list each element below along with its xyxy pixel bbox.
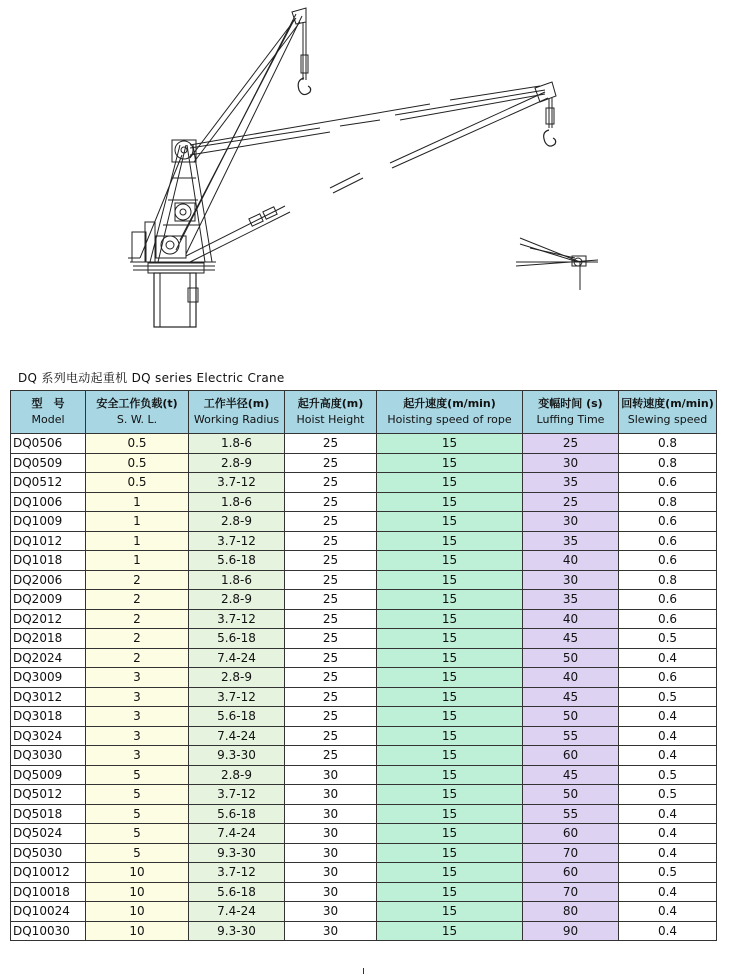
table-row [11,492,717,512]
swl-cell: 0.5 [86,434,189,454]
hoisting-speed-cell: 15 [377,512,523,532]
hoisting-speed-cell: 15 [377,434,523,454]
table-row [11,551,717,571]
page-mark [363,968,364,974]
luffing-time-cell: 55 [523,804,619,824]
slewing-speed-cell: 0.6 [619,609,717,629]
jib-tip-detail [516,238,598,290]
swl-cell: 5 [86,843,189,863]
model-cell: DQ3024 [11,726,86,746]
working-radius-cell: 7.4-24 [189,824,285,844]
working-radius-cell: 7.4-24 [189,902,285,922]
luffing-time-cell: 55 [523,726,619,746]
table-row [11,668,717,688]
table-row [11,746,717,766]
hoisting-speed-cell: 15 [377,882,523,902]
crane-jib-extended [186,82,556,262]
swl-cell: 1 [86,551,189,571]
table-row [11,785,717,805]
slewing-speed-cell: 0.4 [619,882,717,902]
table-row [11,629,717,649]
hoist-height-cell: 25 [285,687,377,707]
luffing-time-cell: 30 [523,512,619,532]
swl-cell: 3 [86,746,189,766]
crane-machinery [128,203,216,262]
crane-spec-table [10,390,717,941]
hoist-height-cell: 30 [285,765,377,785]
model-cell: DQ10018 [11,882,86,902]
table-row [11,804,717,824]
header-slewing-speed: 回转速度(m/min) Slewing speed [619,391,717,434]
swl-cell: 3 [86,726,189,746]
working-radius-cell: 2.8-9 [189,765,285,785]
luffing-time-cell: 35 [523,531,619,551]
model-cell: DQ3018 [11,707,86,727]
luffing-time-cell: 50 [523,648,619,668]
model-cell: DQ3009 [11,668,86,688]
model-cell: DQ1012 [11,531,86,551]
model-cell: DQ0509 [11,453,86,473]
header-working-radius: 工作半径(m) Working Radius [189,391,285,434]
model-cell: DQ1018 [11,551,86,571]
hoist-height-cell: 25 [285,707,377,727]
model-cell: DQ2006 [11,570,86,590]
crane-pedestal [133,263,215,327]
model-cell: DQ2018 [11,629,86,649]
model-cell: DQ5030 [11,843,86,863]
hoist-height-cell: 30 [285,882,377,902]
slewing-speed-cell: 0.6 [619,473,717,493]
swl-cell: 10 [86,902,189,922]
swl-cell: 0.5 [86,473,189,493]
luffing-time-cell: 30 [523,453,619,473]
working-radius-cell: 3.7-12 [189,531,285,551]
hoisting-speed-cell: 15 [377,629,523,649]
swl-cell: 3 [86,707,189,727]
swl-cell: 2 [86,629,189,649]
hoisting-speed-cell: 15 [377,824,523,844]
swl-cell: 0.5 [86,453,189,473]
table-row [11,590,717,610]
working-radius-cell: 2.8-9 [189,668,285,688]
hoisting-speed-cell: 15 [377,707,523,727]
hoist-height-cell: 30 [285,804,377,824]
slewing-speed-cell: 0.8 [619,434,717,454]
table-row [11,726,717,746]
working-radius-cell: 5.6-18 [189,707,285,727]
swl-cell: 10 [86,863,189,883]
hoist-height-cell: 30 [285,902,377,922]
swl-cell: 2 [86,609,189,629]
table-row [11,707,717,727]
hoist-height-cell: 25 [285,473,377,493]
slewing-speed-cell: 0.4 [619,824,717,844]
header-swl: 安全工作负载(t) S. W. L. [86,391,189,434]
hoist-height-cell: 25 [285,512,377,532]
hoisting-speed-cell: 15 [377,590,523,610]
slewing-speed-cell: 0.5 [619,629,717,649]
working-radius-cell: 5.6-18 [189,551,285,571]
swl-cell: 5 [86,824,189,844]
table-caption: DQ 系列电动起重机 DQ series Electric Crane [18,371,285,385]
hoist-height-cell: 25 [285,434,377,454]
luffing-time-cell: 70 [523,882,619,902]
slewing-speed-cell: 0.5 [619,765,717,785]
table-row [11,434,717,454]
luffing-time-cell: 70 [523,843,619,863]
swl-cell: 2 [86,590,189,610]
hoist-height-cell: 25 [285,629,377,649]
working-radius-cell: 1.8-6 [189,570,285,590]
hoist-height-cell: 30 [285,921,377,941]
slewing-speed-cell: 0.8 [619,492,717,512]
hoist-height-cell: 25 [285,726,377,746]
model-cell: DQ5009 [11,765,86,785]
model-cell: DQ0512 [11,473,86,493]
model-cell: DQ5018 [11,804,86,824]
luffing-time-cell: 45 [523,629,619,649]
slewing-speed-cell: 0.8 [619,453,717,473]
table-body [11,434,717,941]
table-row [11,512,717,532]
table-row [11,687,717,707]
hoisting-speed-cell: 15 [377,453,523,473]
hoisting-speed-cell: 15 [377,648,523,668]
working-radius-cell: 5.6-18 [189,804,285,824]
slewing-speed-cell: 0.4 [619,648,717,668]
slewing-speed-cell: 0.6 [619,531,717,551]
hoist-height-cell: 25 [285,492,377,512]
model-cell: DQ10012 [11,863,86,883]
working-radius-cell: 1.8-6 [189,434,285,454]
working-radius-cell: 9.3-30 [189,921,285,941]
luffing-time-cell: 80 [523,902,619,922]
hoisting-speed-cell: 15 [377,551,523,571]
luffing-time-cell: 25 [523,434,619,454]
hoisting-speed-cell: 15 [377,804,523,824]
working-radius-cell: 3.7-12 [189,863,285,883]
luffing-time-cell: 60 [523,863,619,883]
hoist-height-cell: 25 [285,570,377,590]
table-row [11,882,717,902]
swl-cell: 2 [86,570,189,590]
model-cell: DQ5024 [11,824,86,844]
header-hoist-height: 起升高度(m) Hoist Height [285,391,377,434]
hoist-height-cell: 30 [285,863,377,883]
table-row [11,824,717,844]
table-row [11,863,717,883]
swl-cell: 10 [86,882,189,902]
model-cell: DQ2024 [11,648,86,668]
model-cell: DQ2009 [11,590,86,610]
slewing-speed-cell: 0.4 [619,921,717,941]
table-row [11,843,717,863]
table-row [11,473,717,493]
table-row [11,453,717,473]
swl-cell: 1 [86,512,189,532]
swl-cell: 2 [86,648,189,668]
swl-cell: 5 [86,765,189,785]
swl-cell: 5 [86,785,189,805]
luffing-time-cell: 45 [523,765,619,785]
slewing-speed-cell: 0.4 [619,843,717,863]
model-cell: DQ10030 [11,921,86,941]
slewing-speed-cell: 0.4 [619,726,717,746]
hoist-height-cell: 30 [285,785,377,805]
swl-cell: 5 [86,804,189,824]
header-hoisting-speed: 起升速度(m/min) Hoisting speed of rope [377,391,523,434]
luffing-time-cell: 35 [523,590,619,610]
swl-cell: 1 [86,531,189,551]
hoisting-speed-cell: 15 [377,726,523,746]
table-row [11,902,717,922]
hoist-height-cell: 25 [285,551,377,571]
luffing-time-cell: 30 [523,570,619,590]
hoist-height-cell: 30 [285,843,377,863]
hoisting-speed-cell: 15 [377,570,523,590]
slewing-speed-cell: 0.6 [619,590,717,610]
luffing-time-cell: 60 [523,824,619,844]
luffing-time-cell: 40 [523,609,619,629]
swl-cell: 3 [86,687,189,707]
working-radius-cell: 2.8-9 [189,590,285,610]
working-radius-cell: 5.6-18 [189,629,285,649]
hoisting-speed-cell: 15 [377,843,523,863]
slewing-speed-cell: 0.5 [619,687,717,707]
crane-drawing [0,0,730,340]
swl-cell: 3 [86,668,189,688]
working-radius-cell: 7.4-24 [189,648,285,668]
hoisting-speed-cell: 15 [377,531,523,551]
model-cell: DQ5012 [11,785,86,805]
model-cell: DQ3012 [11,687,86,707]
model-cell: DQ10024 [11,902,86,922]
hoisting-speed-cell: 15 [377,863,523,883]
working-radius-cell: 9.3-30 [189,843,285,863]
hoisting-speed-cell: 15 [377,492,523,512]
crane-jib-raised [176,8,311,254]
hoisting-speed-cell: 15 [377,902,523,922]
slewing-speed-cell: 0.5 [619,785,717,805]
slewing-speed-cell: 0.6 [619,668,717,688]
table-row [11,765,717,785]
working-radius-cell: 7.4-24 [189,726,285,746]
working-radius-cell: 3.7-12 [189,609,285,629]
working-radius-cell: 3.7-12 [189,473,285,493]
hoist-height-cell: 25 [285,453,377,473]
working-radius-cell: 2.8-9 [189,453,285,473]
table-header-row [11,391,717,434]
slewing-speed-cell: 0.4 [619,804,717,824]
model-cell: DQ2012 [11,609,86,629]
hoist-height-cell: 25 [285,590,377,610]
hoist-height-cell: 25 [285,668,377,688]
hoist-height-cell: 25 [285,531,377,551]
table-row [11,570,717,590]
luffing-time-cell: 40 [523,551,619,571]
working-radius-cell: 1.8-6 [189,492,285,512]
working-radius-cell: 2.8-9 [189,512,285,532]
luffing-time-cell: 60 [523,746,619,766]
hoisting-speed-cell: 15 [377,746,523,766]
slewing-speed-cell: 0.5 [619,863,717,883]
hoist-height-cell: 25 [285,648,377,668]
hoist-height-cell: 25 [285,609,377,629]
model-cell: DQ0506 [11,434,86,454]
slewing-speed-cell: 0.4 [619,746,717,766]
hoisting-speed-cell: 15 [377,473,523,493]
model-cell: DQ3030 [11,746,86,766]
working-radius-cell: 5.6-18 [189,882,285,902]
model-cell: DQ1009 [11,512,86,532]
luffing-time-cell: 90 [523,921,619,941]
header-luffing-time: 变幅时间 (s) Luffing Time [523,391,619,434]
swl-cell: 1 [86,492,189,512]
slewing-speed-cell: 0.6 [619,551,717,571]
table-row [11,648,717,668]
slewing-speed-cell: 0.8 [619,570,717,590]
slewing-speed-cell: 0.4 [619,902,717,922]
luffing-time-cell: 50 [523,785,619,805]
luffing-time-cell: 40 [523,668,619,688]
hoisting-speed-cell: 15 [377,668,523,688]
slewing-speed-cell: 0.6 [619,512,717,532]
model-cell: DQ1006 [11,492,86,512]
working-radius-cell: 9.3-30 [189,746,285,766]
table-row [11,609,717,629]
luffing-time-cell: 50 [523,707,619,727]
hoisting-speed-cell: 15 [377,609,523,629]
hoist-height-cell: 30 [285,824,377,844]
hoist-height-cell: 25 [285,746,377,766]
luffing-time-cell: 25 [523,492,619,512]
table-row [11,921,717,941]
luffing-time-cell: 45 [523,687,619,707]
hoisting-speed-cell: 15 [377,687,523,707]
luffing-time-cell: 35 [523,473,619,493]
swl-cell: 10 [86,921,189,941]
table-row [11,531,717,551]
working-radius-cell: 3.7-12 [189,687,285,707]
hoisting-speed-cell: 15 [377,785,523,805]
hoisting-speed-cell: 15 [377,921,523,941]
working-radius-cell: 3.7-12 [189,785,285,805]
header-model: 型 号 Model [11,391,86,434]
hoisting-speed-cell: 15 [377,765,523,785]
slewing-speed-cell: 0.4 [619,707,717,727]
